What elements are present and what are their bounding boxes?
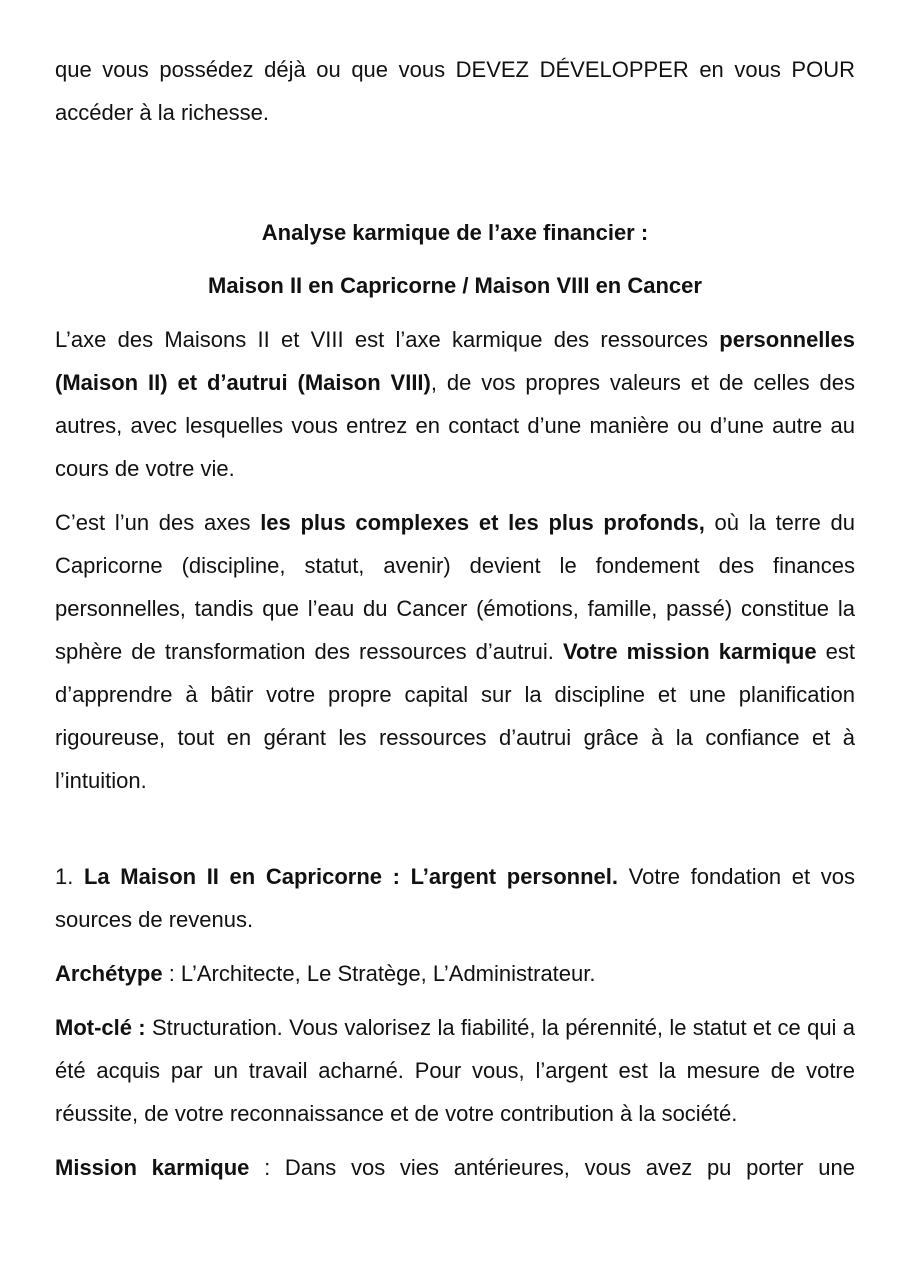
complexity-text-3: est d’apprendre à bâtir votre propre capital sur la discipline et une planification rigoureuse, tout en gérant les ressources d’autrui grâce à la confiance et à l’intuition. xyxy=(55,639,856,793)
house-two-title: La Maison II en Capricorne : L’argent personnel. xyxy=(83,864,619,889)
intro-paragraph: que vous possédez déjà ou que vous DEVEZ DÉVELOPPER en vous POUR accéder à la richesse. xyxy=(55,57,855,125)
complexity-text-2: où la terre du Capricorne (discipline, statut, avenir) devient le fondement des finances personnelles, tandis que l’eau du Cancer (émotions, famille, passé) constitue la sphère de transformation des ressources d’autrui. xyxy=(55,510,855,664)
house-two-number: 1. xyxy=(55,864,84,889)
house-two-paragraph xyxy=(55,855,855,941)
complexity-paragraph xyxy=(55,501,855,802)
axis-text-2: , de vos propres valeurs et de celles des autres, avec lesquelles vous entrez en contact d’une manière ou d’une autre au cours de votre vie. xyxy=(55,370,855,481)
archetype-label: Archétype xyxy=(55,961,163,986)
keyword-paragraph xyxy=(55,1006,855,1135)
section-subtitle: Maison II en Capricorne / Maison VIII en Cancer xyxy=(208,273,702,298)
mission-text: : Dans vos vies antérieures, vous avez pu porter une xyxy=(249,1155,855,1180)
axis-bold-1: personnelles (Maison II) et d’autrui (Maison VIII) xyxy=(55,327,855,395)
mission-paragraph xyxy=(55,1146,855,1189)
archetype-paragraph xyxy=(55,952,855,995)
keyword-label: Mot-clé : xyxy=(55,1015,146,1040)
complexity-bold-1: les plus complexes et les plus profonds, xyxy=(260,510,705,535)
complexity-bold-2: Votre mission karmique xyxy=(562,639,817,664)
axis-paragraph xyxy=(55,318,855,490)
document-page xyxy=(55,48,855,1189)
complexity-text-1: C’est l’un des axes xyxy=(55,510,261,535)
mission-label: Mission karmique xyxy=(55,1155,250,1180)
section-title: Analyse karmique de l’axe financier : xyxy=(261,220,649,245)
house-two-text: Votre fondation et vos sources de revenus. xyxy=(55,864,855,932)
archetype-text: : L’Architecte, Le Stratège, L’Administrateur. xyxy=(162,961,596,986)
axis-text-1: L’axe des Maisons II et VIII est l’axe karmique des ressources xyxy=(55,327,720,352)
keyword-text: Structuration. Vous valorisez la fiabilité, la pérennité, le statut et ce qui a été acquis par un travail acharné. Pour vous, l’argent est la mesure de votre réussite, de votre reconnaissance et de votre contribution à la société. xyxy=(55,1015,855,1126)
